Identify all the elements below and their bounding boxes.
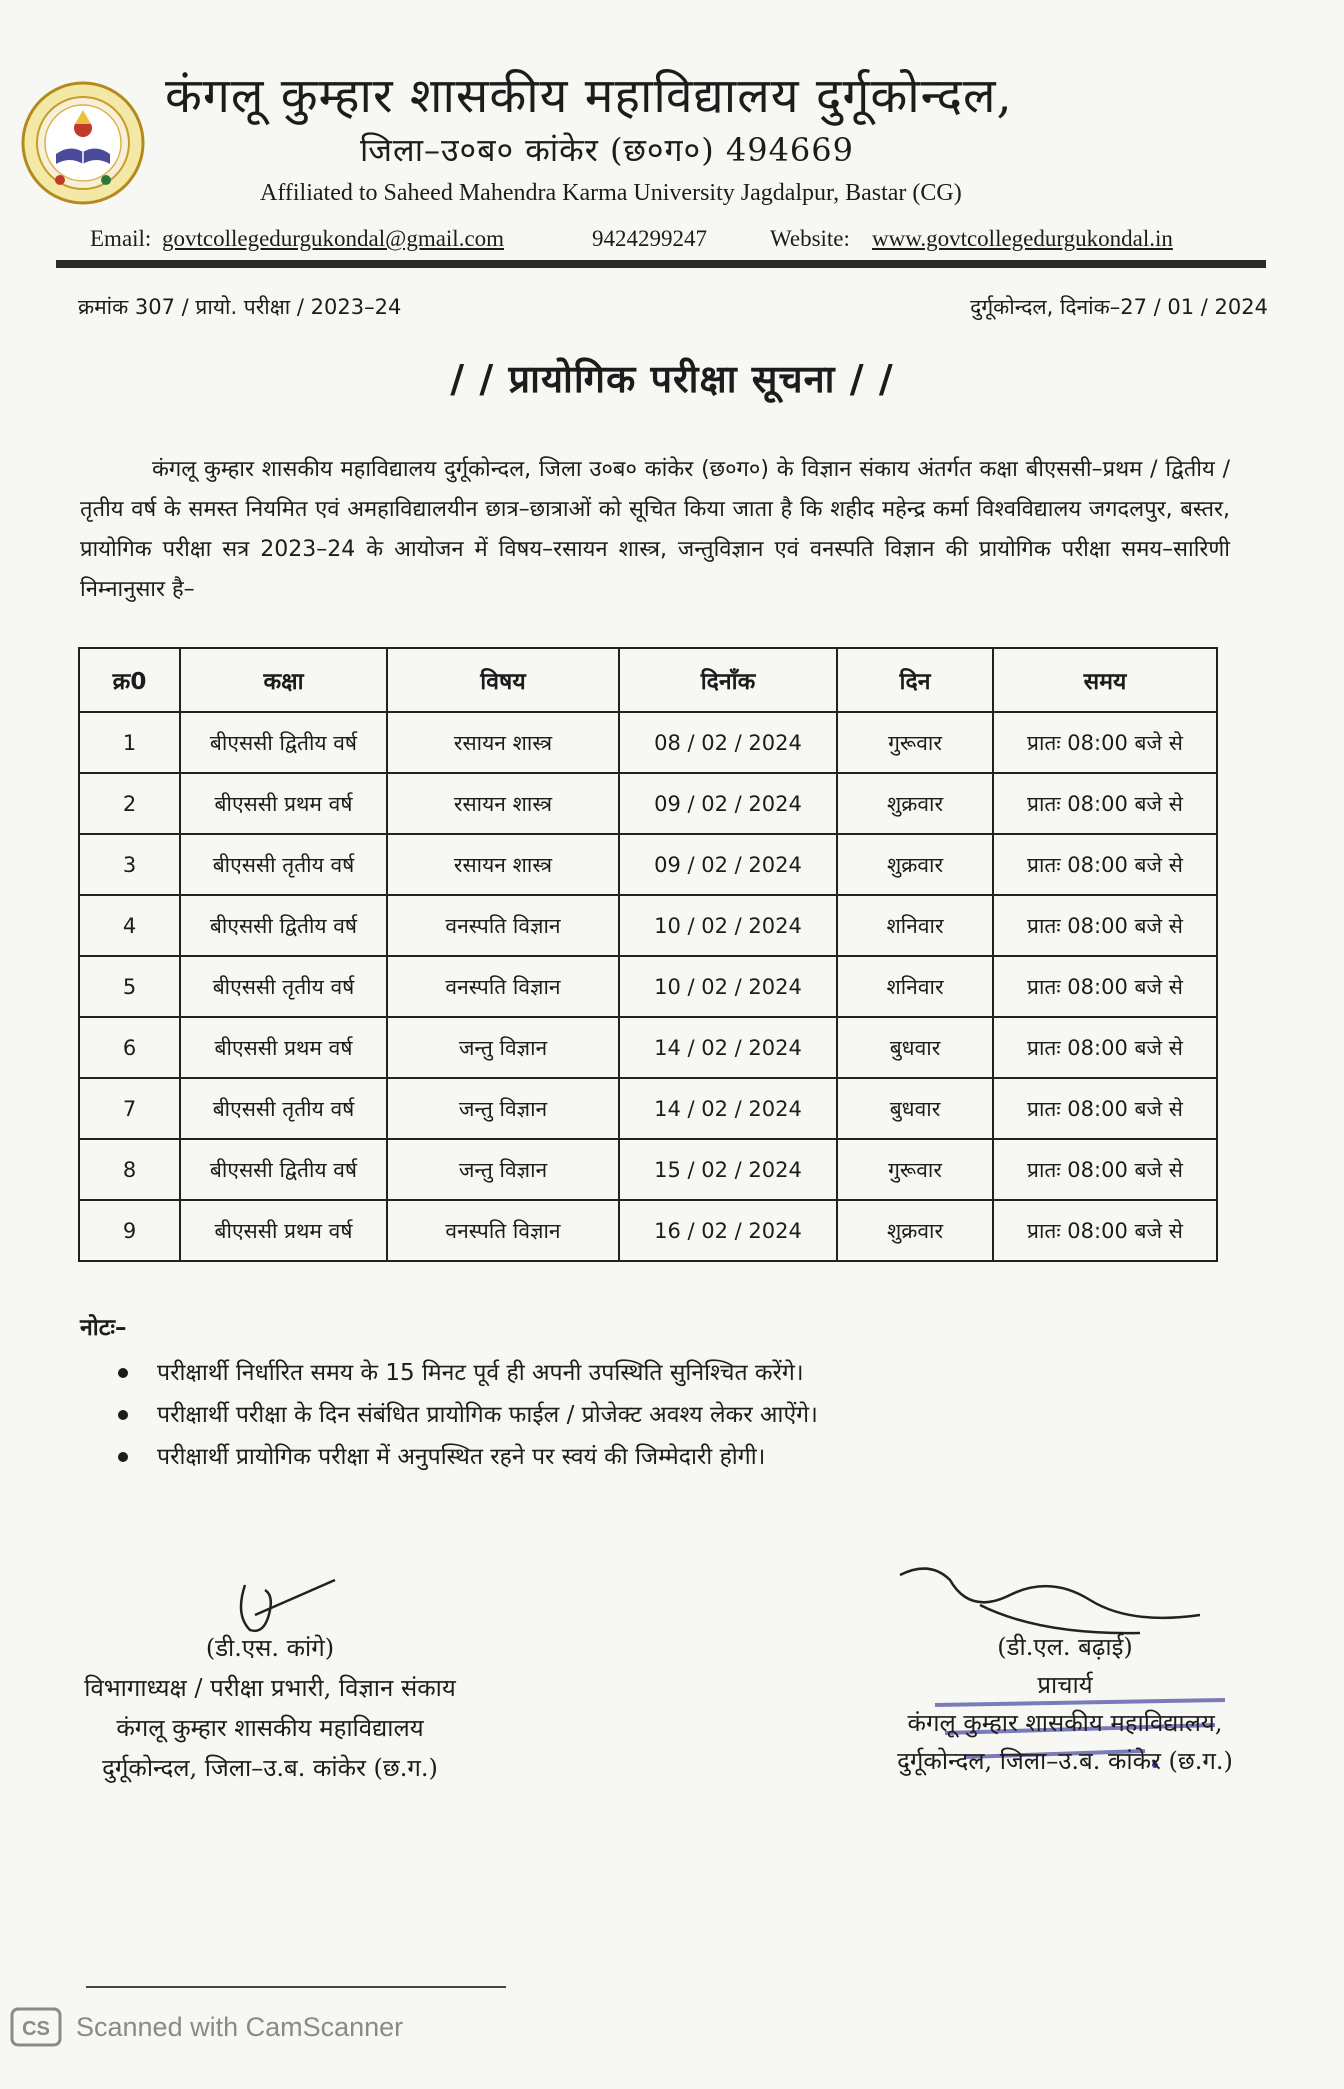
table-row	[79, 1078, 1217, 1139]
place-date: दुर्गूकोन्दल, दिनांक–27 / 01 / 2024	[970, 295, 1268, 319]
cell-class: बीएससी तृतीय वर्ष	[180, 956, 387, 1017]
signatory-right-college: कंगलू कुम्हार शासकीय महाविद्यालय,	[907, 1709, 1223, 1737]
signatory-right-place: दुर्गूकोन्दल, जिला–उ.ब. कांकेर (छ.ग.)	[897, 1747, 1233, 1775]
cell-time: प्रातः 08:00 बजे से	[993, 1200, 1217, 1261]
cell-subject: जन्तु विज्ञान	[387, 1078, 619, 1139]
cell-day: बुधवार	[837, 1017, 993, 1078]
website-link[interactable]: www.govtcollegedurgukondal.in	[872, 226, 1173, 251]
table-row	[79, 1139, 1217, 1200]
cell-class: बीएससी द्वितीय वर्ष	[180, 1139, 387, 1200]
signatory-right-designation: प्राचार्य	[1037, 1671, 1093, 1699]
note-item: परीक्षार्थी परीक्षा के दिन संबंधित प्रायोगिक फाईल / प्रोजेक्ट अवश्य लेकर आऐंगे।	[115, 1394, 1215, 1436]
table-row	[79, 1017, 1217, 1078]
phone-number: 9424299247	[592, 226, 707, 251]
cell-serial: 3	[79, 834, 180, 895]
header-date: दिनाँक	[619, 648, 837, 712]
cell-serial: 8	[79, 1139, 180, 1200]
footer-divider	[86, 1986, 506, 1988]
header-class: कक्षा	[180, 648, 387, 712]
scanner-watermark: Scanned with CamScanner	[76, 2012, 404, 2042]
cell-day: गुरूवार	[837, 1139, 993, 1200]
note-item: परीक्षार्थी प्रायोगिक परीक्षा में अनुपस्थित रहने पर स्वयं की जिम्मेदारी होगी।	[115, 1436, 1215, 1478]
table-row	[79, 773, 1217, 834]
cell-day: शुक्रवार	[837, 834, 993, 895]
cell-class: बीएससी प्रथम वर्ष	[180, 1017, 387, 1078]
cell-subject: वनस्पति विज्ञान	[387, 956, 619, 1017]
header-time: समय	[993, 648, 1217, 712]
reference-number: क्रमांक 307 / प्रायो. परीक्षा / 2023–24	[78, 295, 402, 319]
note-item: परीक्षार्थी निर्धारित समय के 15 मिनट पूर्व ही अपनी उपस्थिति सुनिश्चित करेंगे।	[115, 1352, 1215, 1394]
notes-list	[115, 1352, 1215, 1478]
table-row	[79, 1200, 1217, 1261]
signatory-right-name: (डी.एल. बढ़ाई)	[997, 1633, 1133, 1661]
cell-serial: 6	[79, 1017, 180, 1078]
cell-time: प्रातः 08:00 बजे से	[993, 1017, 1217, 1078]
cell-time: प्रातः 08:00 बजे से	[993, 895, 1217, 956]
cell-subject: जन्तु विज्ञान	[387, 1139, 619, 1200]
practical-exam-schedule-table	[78, 647, 1218, 1262]
cell-class: बीएससी प्रथम वर्ष	[180, 1200, 387, 1261]
header-serial: क्र0	[79, 648, 180, 712]
cell-date: 16 / 02 / 2024	[619, 1200, 837, 1261]
cell-day: शुक्रवार	[837, 1200, 993, 1261]
college-address: जिला–उ०ब० कांकेर (छ०ग०) 494669	[360, 131, 855, 169]
signatory-left	[50, 1628, 490, 1788]
cell-serial: 2	[79, 773, 180, 834]
svg-text:CS: CS	[22, 2018, 50, 2040]
cell-serial: 4	[79, 895, 180, 956]
notes-heading: नोटः–	[80, 1315, 127, 1341]
cell-subject: जन्तु विज्ञान	[387, 1017, 619, 1078]
camscanner-icon	[10, 2007, 62, 2047]
table-row	[79, 712, 1217, 773]
signatory-left-place: दुर्गूकोन्दल, जिला–उ.ब. कांकेर (छ.ग.)	[102, 1754, 438, 1782]
cell-time: प्रातः 08:00 बजे से	[993, 712, 1217, 773]
table-row	[79, 956, 1217, 1017]
signatory-right	[845, 1628, 1285, 1780]
cell-subject: रसायन शास्त्र	[387, 773, 619, 834]
table-header-row	[79, 648, 1217, 712]
signatory-left-college: कंगलू कुम्हार शासकीय महाविद्यालय	[116, 1714, 424, 1742]
header-day: दिन	[837, 648, 993, 712]
signatory-left-name: (डी.एस. कांगे)	[205, 1634, 335, 1662]
table-row	[79, 834, 1217, 895]
cell-day: शुक्रवार	[837, 773, 993, 834]
cell-time: प्रातः 08:00 बजे से	[993, 1139, 1217, 1200]
cell-time: प्रातः 08:00 बजे से	[993, 1078, 1217, 1139]
cell-subject: रसायन शास्त्र	[387, 712, 619, 773]
cell-serial: 7	[79, 1078, 180, 1139]
cell-class: बीएससी द्वितीय वर्ष	[180, 712, 387, 773]
cell-date: 09 / 02 / 2024	[619, 773, 837, 834]
cell-day: बुधवार	[837, 1078, 993, 1139]
cell-class: बीएससी तृतीय वर्ष	[180, 834, 387, 895]
header-divider	[56, 260, 1266, 268]
cell-time: प्रातः 08:00 बजे से	[993, 834, 1217, 895]
intro-text: कंगलू कुम्हार शासकीय महाविद्यालय दुर्गूकोन्दल, जिला उ०ब० कांकेर (छ०ग०) के विज्ञान संकाय अंतर्गत कक्षा बीएससी–प्रथम / द्वितीय / तृतीय वर्ष के समस्त नियमित एवं अमहाविद्यालयीन छात्र–छात्राओं को सूचित किया जाता है कि शहीद महेन्द्र कर्मा विश्वविद्यालय जगदलपुर, बस्तर, प्रायोगिक परीक्षा सत्र 2023–24 के आयोजन में विषय–रसायन शास्त्र, जन्तुविज्ञान एवं वनस्पति विज्ञान की प्रायोगिक परीक्षा समय–सारिणी निम्नानुसार है–	[80, 457, 1230, 602]
affiliation-line: Affiliated to Saheed Mahendra Karma University Jagdalpur, Bastar (CG)	[260, 180, 962, 206]
cell-serial: 5	[79, 956, 180, 1017]
cell-day: शनिवार	[837, 956, 993, 1017]
header-subject: विषय	[387, 648, 619, 712]
cell-date: 09 / 02 / 2024	[619, 834, 837, 895]
cell-day: शनिवार	[837, 895, 993, 956]
cell-subject: रसायन शास्त्र	[387, 834, 619, 895]
cell-date: 10 / 02 / 2024	[619, 956, 837, 1017]
cell-class: बीएससी द्वितीय वर्ष	[180, 895, 387, 956]
cell-time: प्रातः 08:00 बजे से	[993, 956, 1217, 1017]
table-row	[79, 895, 1217, 956]
cell-class: बीएससी तृतीय वर्ष	[180, 1078, 387, 1139]
cell-date: 08 / 02 / 2024	[619, 712, 837, 773]
cell-subject: वनस्पति विज्ञान	[387, 1200, 619, 1261]
notice-title: / / प्रायोगिक परीक्षा सूचना / /	[450, 357, 894, 401]
signatory-left-designation: विभागाध्यक्ष / परीक्षा प्रभारी, विज्ञान संकाय	[84, 1674, 456, 1702]
cell-date: 14 / 02 / 2024	[619, 1078, 837, 1139]
email-label: Email:	[90, 226, 152, 251]
cell-time: प्रातः 08:00 बजे से	[993, 773, 1217, 834]
cell-date: 15 / 02 / 2024	[619, 1139, 837, 1200]
cell-date: 14 / 02 / 2024	[619, 1017, 837, 1078]
website-label: Website:	[770, 226, 850, 251]
college-emblem-icon	[20, 80, 146, 206]
cell-day: गुरूवार	[837, 712, 993, 773]
cell-date: 10 / 02 / 2024	[619, 895, 837, 956]
email-link[interactable]: govtcollegedurgukondal@gmail.com	[162, 226, 505, 251]
cell-class: बीएससी प्रथम वर्ष	[180, 773, 387, 834]
college-name: कंगलू कुम्हार शासकीय महाविद्यालय दुर्गूकोन्दल,	[165, 68, 1013, 124]
cell-serial: 9	[79, 1200, 180, 1261]
cell-subject: वनस्पति विज्ञान	[387, 895, 619, 956]
intro-paragraph	[80, 450, 1230, 610]
cell-serial: 1	[79, 712, 180, 773]
